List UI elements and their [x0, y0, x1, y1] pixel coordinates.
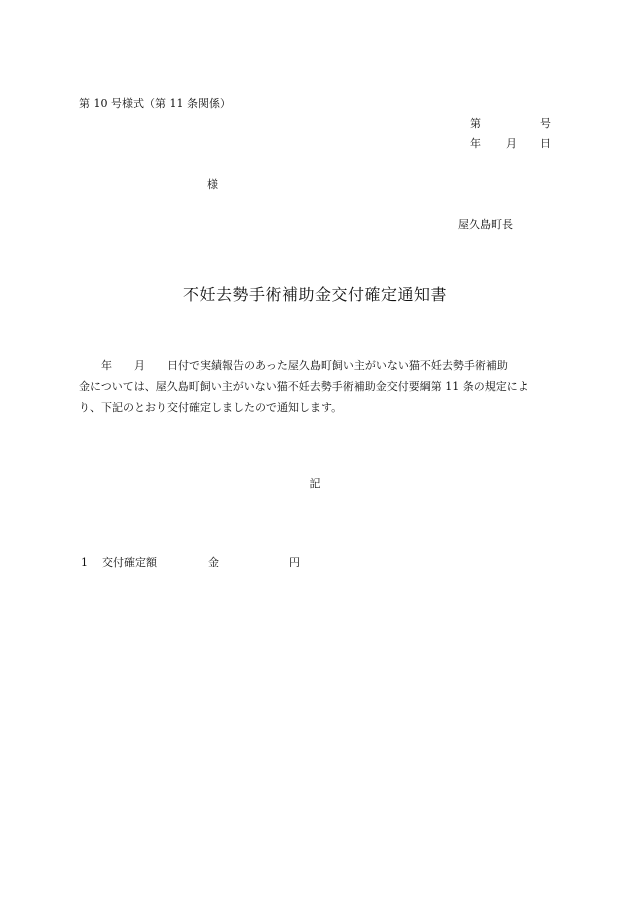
form-number: 第 10 号様式（第 11 条関係）	[79, 97, 231, 110]
issuer: 屋久島町長	[458, 218, 513, 231]
document-title: 不妊去勢手術補助金交付確定通知書	[182, 285, 447, 304]
body-line-2: 金については、屋久島町飼い主がいない猫不妊去勢手術補助金交付要綱第 11 条の規定によ	[79, 380, 529, 393]
note-heading: 記	[309, 477, 321, 490]
item-unit: 円	[289, 556, 300, 569]
item-currency-prefix: 金	[208, 556, 219, 569]
body-line-1: 年 月 日付で実績報告のあった屋久島町飼い主がいない猫不妊去勢手術補助	[79, 359, 508, 372]
addressee: 様	[207, 178, 218, 191]
body-line-3: り、下記のとおり交付確定しましたので通知します。	[79, 401, 343, 414]
date-year: 年	[470, 137, 481, 150]
body-text	[79, 355, 555, 418]
date-month: 月	[506, 137, 517, 150]
date-day: 日	[540, 137, 551, 150]
document-number-prefix: 第	[470, 117, 481, 130]
document-number-suffix: 号	[540, 117, 551, 130]
item-label: 交付確定額	[102, 556, 157, 569]
item-number: 1	[81, 556, 88, 569]
